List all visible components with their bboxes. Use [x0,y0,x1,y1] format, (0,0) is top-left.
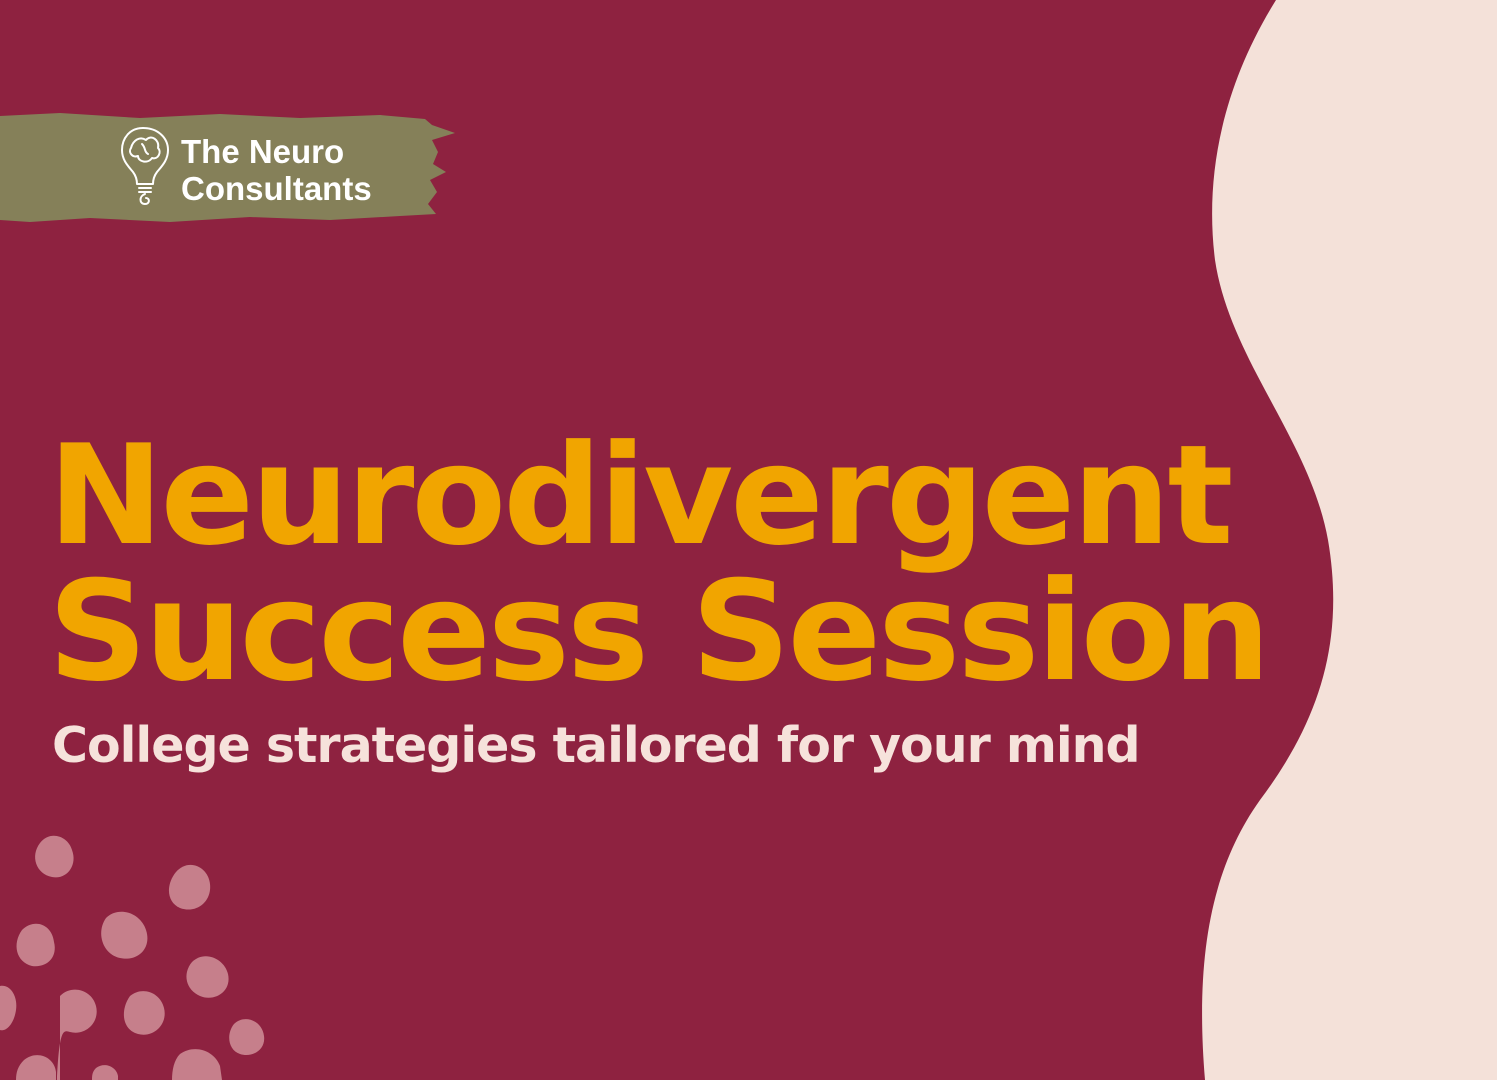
headline [48,415,1268,712]
dot-shape [92,1065,118,1080]
headline-line-2: Success Session [48,551,1268,712]
dot-shape [172,1049,222,1080]
dot-shape [16,1055,56,1080]
dot-shape [101,912,147,959]
dot-shape [169,865,210,910]
headline-line-1: Neurodivergent [48,415,1231,576]
decorative-dots [0,836,264,1080]
dot-shape [124,991,165,1035]
brand-name [181,133,372,207]
brand-line-2: Consultants [181,170,372,207]
subtitle: College strategies tailored for your mind [52,717,1140,774]
dot-shape [186,956,228,998]
dot-shape [0,986,16,1031]
dot-shape [229,1019,264,1055]
dot-shape [35,836,73,878]
dot-shape [55,990,97,1080]
brand-line-1: The Neuro [181,133,345,170]
dot-shape [17,924,55,966]
